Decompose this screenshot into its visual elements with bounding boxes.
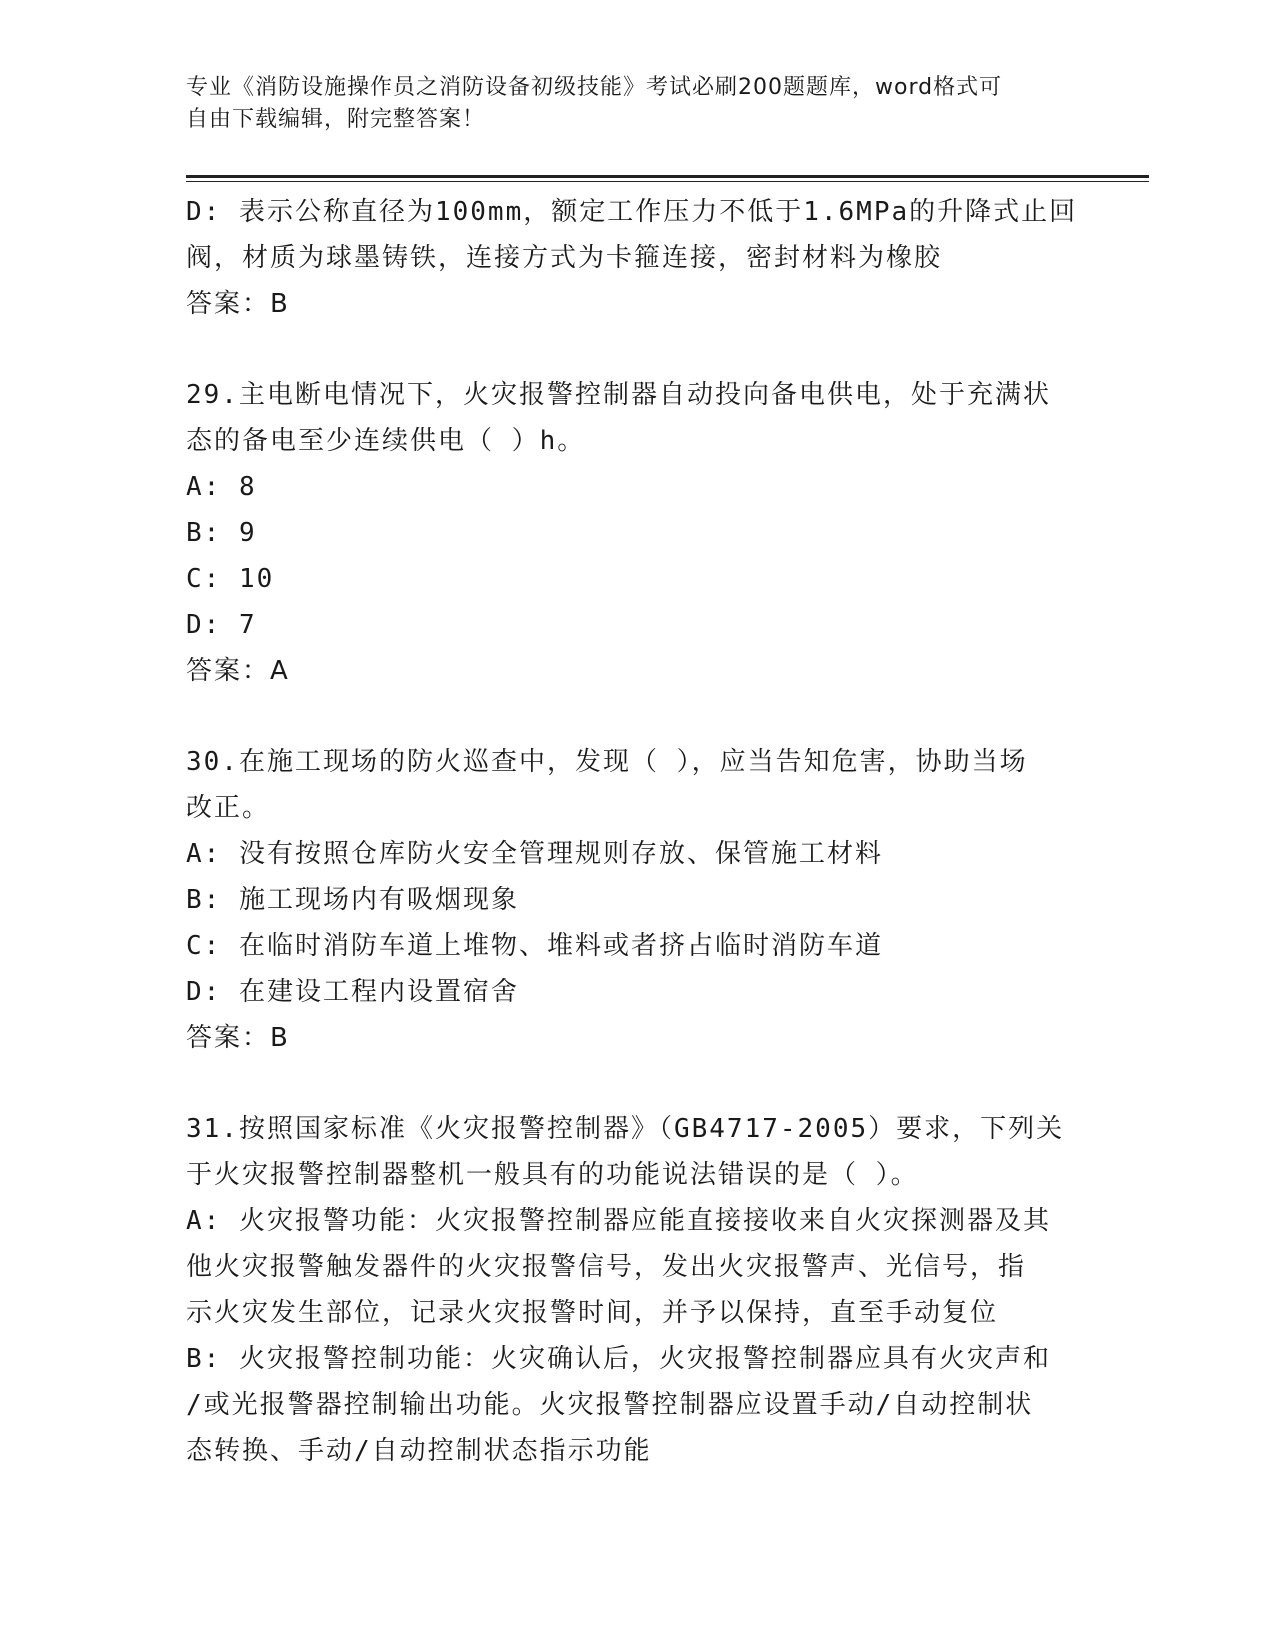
option-b-line: 态转换、手动/自动控制状态指示功能: [186, 1436, 652, 1466]
option-a-line: 示火灾发生部位，记录火灾报警时间，并予以保持，直至手动复位: [186, 1298, 999, 1328]
document-body: [186, 189, 1086, 1474]
question-stem-line: 于火灾报警控制器整机一般具有的功能说法错误的是（ ）。: [186, 1160, 919, 1190]
question-stem-line: 态的备电至少连续供电（ ）h。: [186, 426, 586, 456]
question-31: [186, 1106, 1086, 1474]
answer-line: 答案：B: [186, 289, 290, 319]
question-stem-line: 30.在施工现场的防火巡查中，发现（ ），应当告知危害，协助当场: [186, 747, 1028, 777]
header-rule-thin: [186, 181, 1149, 182]
header-line: 自由下载编辑，附完整答案！: [186, 107, 486, 132]
question-29: [186, 372, 1086, 694]
option-c: C: 10: [186, 564, 275, 594]
option-d: D: 在建设工程内设置宿舍: [186, 977, 519, 1007]
option-d-line: 阀，材质为球墨铸铁，连接方式为卡箍连接，密封材料为橡胶: [186, 243, 943, 273]
option-b-line: B: 火灾报警控制功能：火灾确认后，火灾报警控制器应具有火灾声和: [186, 1344, 1051, 1374]
option-b: B: 施工现场内有吸烟现象: [186, 885, 519, 915]
option-a: A: 8: [186, 472, 257, 502]
option-a: A: 没有按照仓库防火安全管理规则存放、保管施工材料: [186, 839, 883, 869]
spacer: [186, 1061, 1086, 1106]
spacer: [186, 327, 1086, 372]
option-a-line: 他火灾报警触发器件的火灾报警信号，发出火灾报警声、光信号，指: [186, 1252, 1027, 1282]
answer-line: 答案：B: [186, 1023, 290, 1053]
answer-line: 答案：A: [186, 656, 290, 686]
question-stem-line: 29.主电断电情况下，火灾报警控制器自动投向备电供电，处于充满状: [186, 380, 1051, 410]
question-30: [186, 739, 1086, 1061]
page-header: [186, 72, 1066, 136]
option-d: D: 7: [186, 610, 257, 640]
previous-question-tail: [186, 189, 1086, 327]
option-d-line: D: 表示公称直径为100mm，额定工作压力不低于1.6MPa的升降式止回: [186, 197, 1078, 227]
header-rule-thick: [186, 175, 1149, 178]
spacer: [186, 694, 1086, 739]
option-b: B: 9: [186, 518, 257, 548]
question-stem-line: 改正。: [186, 793, 271, 823]
option-c: C: 在临时消防车道上堆物、堆料或者挤占临时消防车道: [186, 931, 883, 961]
question-stem-line: 31.按照国家标准《火灾报警控制器》（GB4717-2005）要求，下列关: [186, 1114, 1065, 1144]
option-a-line: A: 火灾报警功能：火灾报警控制器应能直接接收来自火灾探测器及其: [186, 1206, 1051, 1236]
option-b-line: /或光报警器控制输出功能。火灾报警控制器应设置手动/自动控制状: [186, 1390, 1034, 1420]
header-line: 专业《消防设施操作员之消防设备初级技能》考试必刷200题题库，word格式可: [186, 75, 1003, 100]
